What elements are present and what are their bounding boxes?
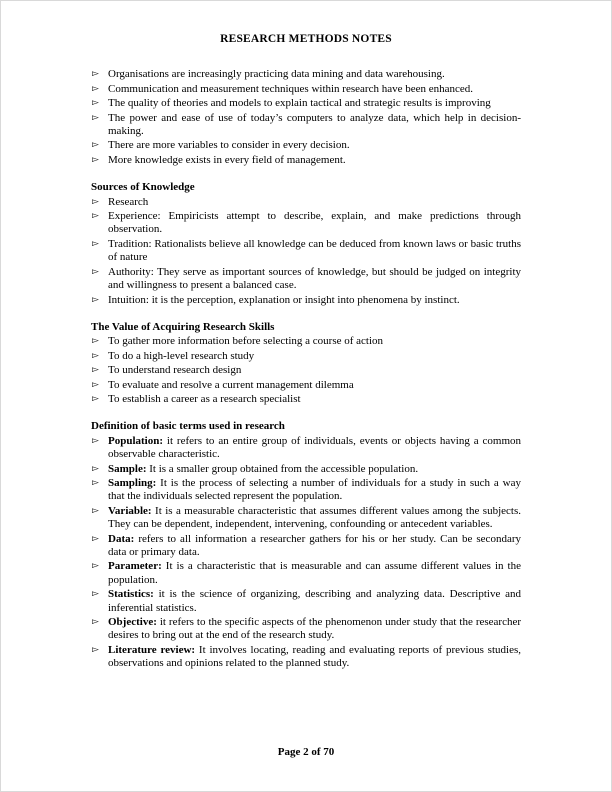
bullet-item bbox=[91, 435, 521, 462]
bullet-term: Data: bbox=[108, 532, 135, 545]
bullet-term: Sample: bbox=[108, 462, 147, 475]
bullet-arrow-icon: ▻ bbox=[92, 589, 99, 600]
bullet-arrow-icon: ▻ bbox=[92, 196, 99, 207]
bullet-text: Literature review: It involves locating, reading and evaluating reports of previous studies, observations and opinions related to the planned study. bbox=[108, 643, 521, 670]
bullet-item bbox=[91, 477, 521, 504]
bullet-arrow-icon: ▻ bbox=[92, 644, 99, 655]
bullet-item bbox=[91, 505, 521, 532]
bullet-text: Parameter: It is a characteristic that is measurable and can assume different values in the population. bbox=[108, 560, 521, 586]
bullet-item bbox=[91, 112, 521, 139]
bullet-item bbox=[91, 379, 521, 392]
bullet-item bbox=[91, 68, 521, 81]
bullet-text: To understand research design bbox=[108, 364, 242, 377]
bullet-item bbox=[91, 350, 521, 363]
bullet-item bbox=[91, 560, 521, 587]
section-heading: The Value of Acquiring Research Skills bbox=[91, 320, 275, 333]
bullet-item bbox=[91, 463, 521, 476]
bullet-arrow-icon: ▻ bbox=[92, 463, 99, 474]
bullet-text: Tradition: Rationalists believe all knowledge can be deduced from known laws or basic truths of nature bbox=[108, 237, 521, 264]
bullet-arrow-icon: ▻ bbox=[92, 365, 99, 376]
bullet-item bbox=[91, 97, 521, 110]
bullet-item bbox=[91, 364, 521, 377]
bullet-arrow-icon: ▻ bbox=[92, 505, 99, 516]
bullet-text: Intuition: it is the perception, explanation or insight into phenomena by instinct. bbox=[108, 293, 460, 306]
bullet-text: Authority: They serve as important sources of knowledge, but should be judged on integrity and willingness to present a balanced case. bbox=[108, 265, 521, 292]
bullet-text: Sampling: It is the process of selecting a number of individuals for a study in such a way that the individuals selected represent the population. bbox=[108, 476, 521, 503]
section-heading: Definition of basic terms used in research bbox=[91, 420, 285, 433]
bullet-item bbox=[91, 210, 521, 237]
bullet-term: Population: bbox=[108, 434, 164, 447]
document-title: RESEARCH METHODS NOTES bbox=[220, 33, 392, 45]
bullet-arrow-icon: ▻ bbox=[92, 98, 99, 109]
bullet-text: To evaluate and resolve a current management dilemma bbox=[108, 378, 354, 391]
bullet-arrow-icon: ▻ bbox=[92, 69, 99, 80]
bullet-item bbox=[91, 533, 521, 560]
bullet-item bbox=[91, 335, 521, 348]
bullet-arrow-icon: ▻ bbox=[92, 83, 99, 94]
bullet-text: There are more variables to consider in every decision. bbox=[108, 139, 350, 152]
bullet-arrow-icon: ▻ bbox=[92, 477, 99, 488]
bullet-arrow-icon: ▻ bbox=[92, 350, 99, 361]
bullet-arrow-icon: ▻ bbox=[92, 211, 99, 222]
bullet-text: Data: refers to all information a researcher gathers for his or her study. Can be secondary data or primary data. bbox=[108, 532, 521, 558]
bullet-arrow-icon: ▻ bbox=[92, 112, 99, 123]
bullet-text: Sample: It is a smaller group obtained from the accessible population. bbox=[108, 462, 419, 475]
bullet-text: To establish a career as a research specialist bbox=[108, 392, 301, 405]
bullet-text: Population: it refers to an entire group of individuals, events or objects having a common observable characteristic. bbox=[108, 434, 521, 461]
bullet-item bbox=[91, 294, 521, 307]
bullet-arrow-icon: ▻ bbox=[92, 266, 99, 277]
bullet-item bbox=[91, 238, 521, 265]
bullet-text: Statistics: it is the science of organizing, describing and analyzing data. Descriptive and inferential statistics. bbox=[108, 588, 521, 614]
bullet-text: More knowledge exists in every field of management. bbox=[108, 153, 346, 166]
bullet-arrow-icon: ▻ bbox=[92, 533, 99, 544]
bullet-item bbox=[91, 616, 521, 643]
bullet-arrow-icon: ▻ bbox=[92, 140, 99, 151]
bullet-term: Statistics: bbox=[108, 588, 154, 601]
bullet-text: Research bbox=[108, 195, 149, 208]
bullet-term: Parameter: bbox=[108, 560, 162, 573]
bullet-arrow-icon: ▻ bbox=[92, 617, 99, 628]
bullet-term: Sampling: bbox=[108, 476, 157, 489]
bullet-arrow-icon: ▻ bbox=[92, 154, 99, 165]
section-heading: Sources of Knowledge bbox=[91, 181, 195, 194]
bullet-arrow-icon: ▻ bbox=[92, 379, 99, 390]
bullet-term: Variable: bbox=[108, 504, 152, 517]
bullet-term: Objective: bbox=[108, 616, 157, 629]
bullet-text: Variable: It is a measurable characteristic that assumes different values among the subjects. They can be dependent, independent, intervening, confounding or antecedent variables. bbox=[108, 504, 521, 531]
bullet-text: The quality of theories and models to explain tactical and strategic results is improving bbox=[108, 97, 491, 110]
bullet-text: To do a high-level research study bbox=[108, 349, 255, 362]
bullet-text: To gather more information before selecting a course of action bbox=[108, 335, 384, 348]
bullet-item bbox=[91, 588, 521, 615]
bullet-item bbox=[91, 154, 521, 167]
bullet-term: Literature review: bbox=[108, 643, 196, 656]
bullet-text: Experience: Empiricists attempt to describe, explain, and make predictions through observation. bbox=[108, 210, 521, 236]
bullet-arrow-icon: ▻ bbox=[92, 561, 99, 572]
bullet-item bbox=[91, 266, 521, 293]
document-body bbox=[91, 68, 521, 670]
bullet-text: Communication and measurement techniques within research have been enhanced. bbox=[108, 82, 474, 95]
bullet-arrow-icon: ▻ bbox=[92, 435, 99, 446]
bullet-item bbox=[91, 393, 521, 406]
page-number-footer: Page 2 of 70 bbox=[277, 745, 335, 758]
bullet-arrow-icon: ▻ bbox=[92, 393, 99, 404]
bullet-arrow-icon: ▻ bbox=[92, 336, 99, 347]
bullet-item bbox=[91, 644, 521, 671]
bullet-arrow-icon: ▻ bbox=[92, 238, 99, 249]
bullet-arrow-icon: ▻ bbox=[92, 294, 99, 305]
bullet-item bbox=[91, 83, 521, 96]
bullet-text: The power and ease of use of today’s computers to analyze data, which help in decision-making. bbox=[108, 111, 521, 138]
bullet-text: Organisations are increasingly practicing data mining and data warehousing. bbox=[108, 68, 445, 81]
bullet-item bbox=[91, 196, 521, 209]
bullet-item bbox=[91, 139, 521, 152]
bullet-text: Objective: it refers to the specific aspects of the phenomenon under study that the researcher desires to bring out at the end of the research study. bbox=[108, 616, 521, 642]
